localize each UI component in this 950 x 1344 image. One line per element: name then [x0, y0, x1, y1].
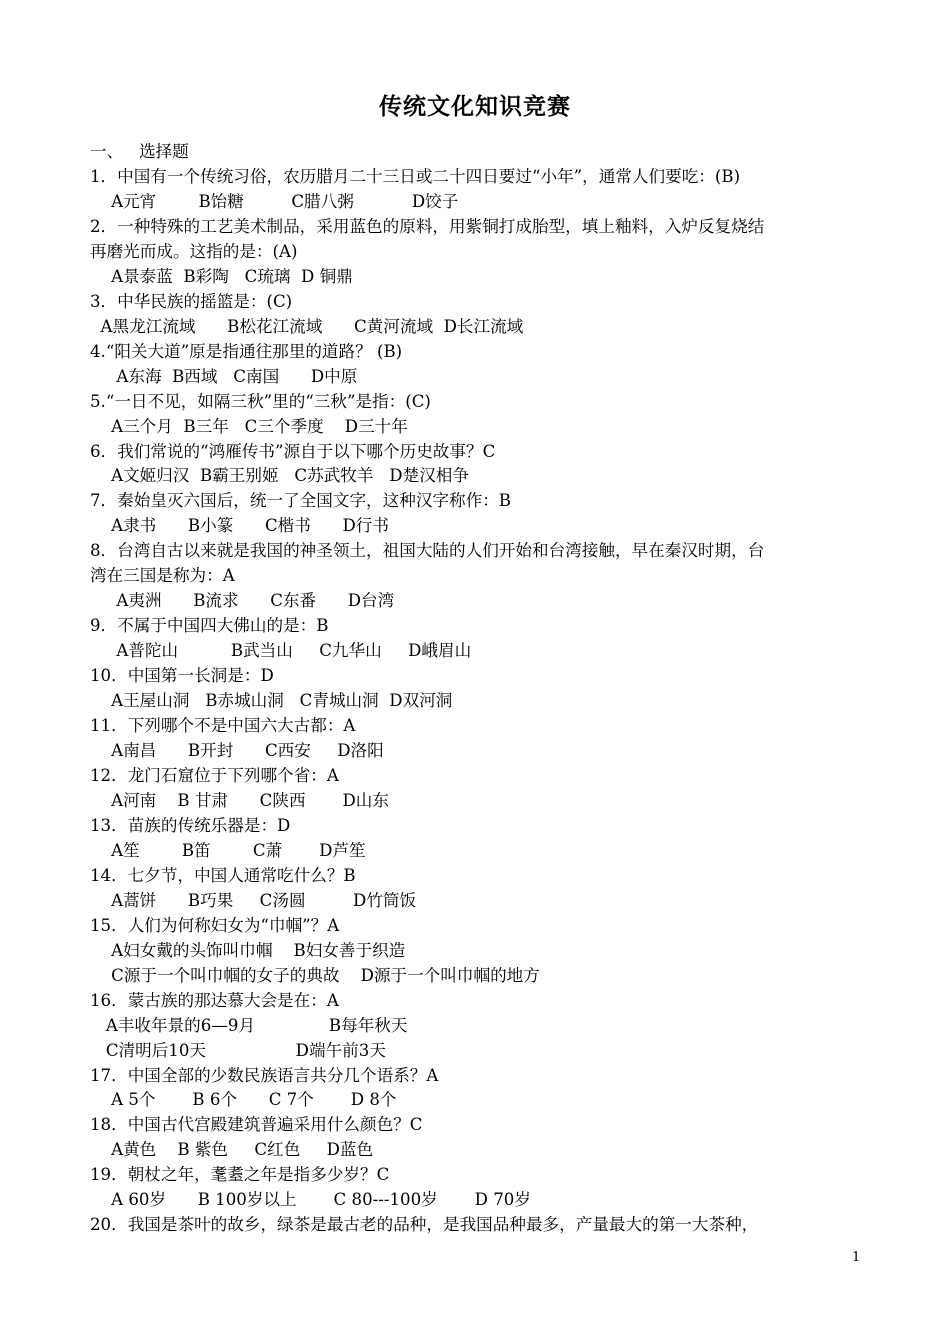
text-line: A 5个 B 6个 C 7个 D 8个 — [90, 1090, 397, 1110]
text-line: 12．龙门石窟位于下列哪个省：A — [90, 766, 339, 785]
text-line: A三个月 B三年 C三个季度 D三十年 — [90, 416, 408, 436]
text-line: A黑龙江流域 B松花江流域 C黄河流域 D长江流域 — [90, 316, 524, 336]
text-line: 8．台湾自古以来就是我国的神圣领土，祖国大陆的人们开始和台湾接触，早在秦汉时期，台 — [90, 541, 765, 561]
text-line: 14．七夕节，中国人通常吃什么？B — [90, 865, 356, 885]
text-line: 9．不属于中国四大佛山的是：B — [90, 616, 329, 636]
text-line: 再磨光而成。这指的是：(A) — [90, 241, 298, 261]
text-line: A南昌 B开封 C西安 D洛阳 — [90, 741, 384, 761]
text-line: 20．我国是茶叶的故乡，绿茶是最古老的品种，是我国品种最多，产量最大的第一大茶种， — [90, 1215, 759, 1235]
text-line: 10．中国第一长洞是：D — [90, 666, 274, 686]
text-line: 6．我们常说的“鸿雁传书”源自于以下哪个历史故事？C — [90, 441, 496, 461]
document-title: 传统文化知识竞赛 — [379, 94, 571, 120]
text-line: 2．一种特殊的工艺美术制品，采用蓝色的原料，用紫铜打成胎型，填上釉料，入炉反复烧结 — [90, 216, 765, 236]
text-line: A妇女戴的头饰叫巾帼 B妇女善于织造 — [90, 940, 406, 960]
text-line: A蒿饼 B巧果 C汤圆 D竹筒饭 — [90, 890, 417, 910]
text-line: A笙 B笛 C萧 D芦笙 — [90, 840, 366, 860]
text-line: A景泰蓝 B彩陶 C琉璃 D 铜鼎 — [90, 266, 353, 286]
text-line: 17．中国全部的少数民族语言共分几个语系？A — [90, 1065, 439, 1085]
text-line: A文姬归汉 B霸王别姬 C苏武牧羊 D楚汉相争 — [90, 466, 469, 486]
text-line: 一、 选择题 — [90, 142, 189, 161]
text-line: C清明后10天 D端午前3天 — [90, 1040, 386, 1060]
text-line: 4.“阳关大道”原是指通往那里的道路？ (B) — [90, 341, 403, 361]
text-line: A王屋山洞 B赤城山洞 C青城山洞 D双河洞 — [90, 691, 453, 711]
text-line: A丰收年景的6—9月 B每年秋天 — [90, 1015, 408, 1035]
text-line: 15．人们为何称妇女为“巾帼”？A — [90, 915, 340, 935]
text-line: A河南 B 甘肃 C陕西 D山东 — [90, 790, 389, 810]
text-line: 7．秦始皇灭六国后，统一了全国文字，这种汉字称作：B — [90, 491, 512, 511]
text-line: A黄色 B 紫色 C红色 D蓝色 — [90, 1140, 374, 1160]
text-line: 16．蒙古族的那达慕大会是在：A — [90, 990, 339, 1010]
text-line: 11．下列哪个不是中国六大古都：A — [90, 716, 356, 736]
text-line: A 60岁 B 100岁以上 C 80---100岁 D 70岁 — [90, 1190, 531, 1210]
text-line: 3．中华民族的摇篮是：(C) — [90, 291, 293, 311]
text-line: 1．中国有一个传统习俗，农历腊月二十三日或二十四日要过“小年”，通常人们要吃：(B) — [90, 166, 741, 186]
text-line: 18．中国古代宫殿建筑普遍采用什么颜色？C — [90, 1115, 423, 1135]
text-line: 5.“一日不见，如隔三秋”里的“三秋”是指：(C) — [90, 391, 431, 411]
text-line: 19．朝杖之年，耄耋之年是指多少岁？C — [90, 1165, 390, 1185]
text-line: A东海 B西域 C南国 D中原 — [90, 366, 358, 386]
text-line: 湾在三国是称为：A — [90, 566, 235, 586]
page-number: 1 — [852, 1250, 861, 1265]
text-line: A夷洲 B流求 C东番 D台湾 — [90, 591, 395, 611]
text-line: A元宵 B饴糖 C腊八粥 D饺子 — [90, 191, 459, 211]
text-line: A隶书 B小篆 C楷书 D行书 — [90, 516, 389, 536]
text-line: C源于一个叫巾帼的女子的典故 D源于一个叫巾帼的地方 — [90, 965, 540, 985]
text-line: 13．苗族的传统乐器是：D — [90, 815, 291, 835]
text-line: A普陀山 B武当山 C九华山 D峨眉山 — [90, 641, 472, 661]
